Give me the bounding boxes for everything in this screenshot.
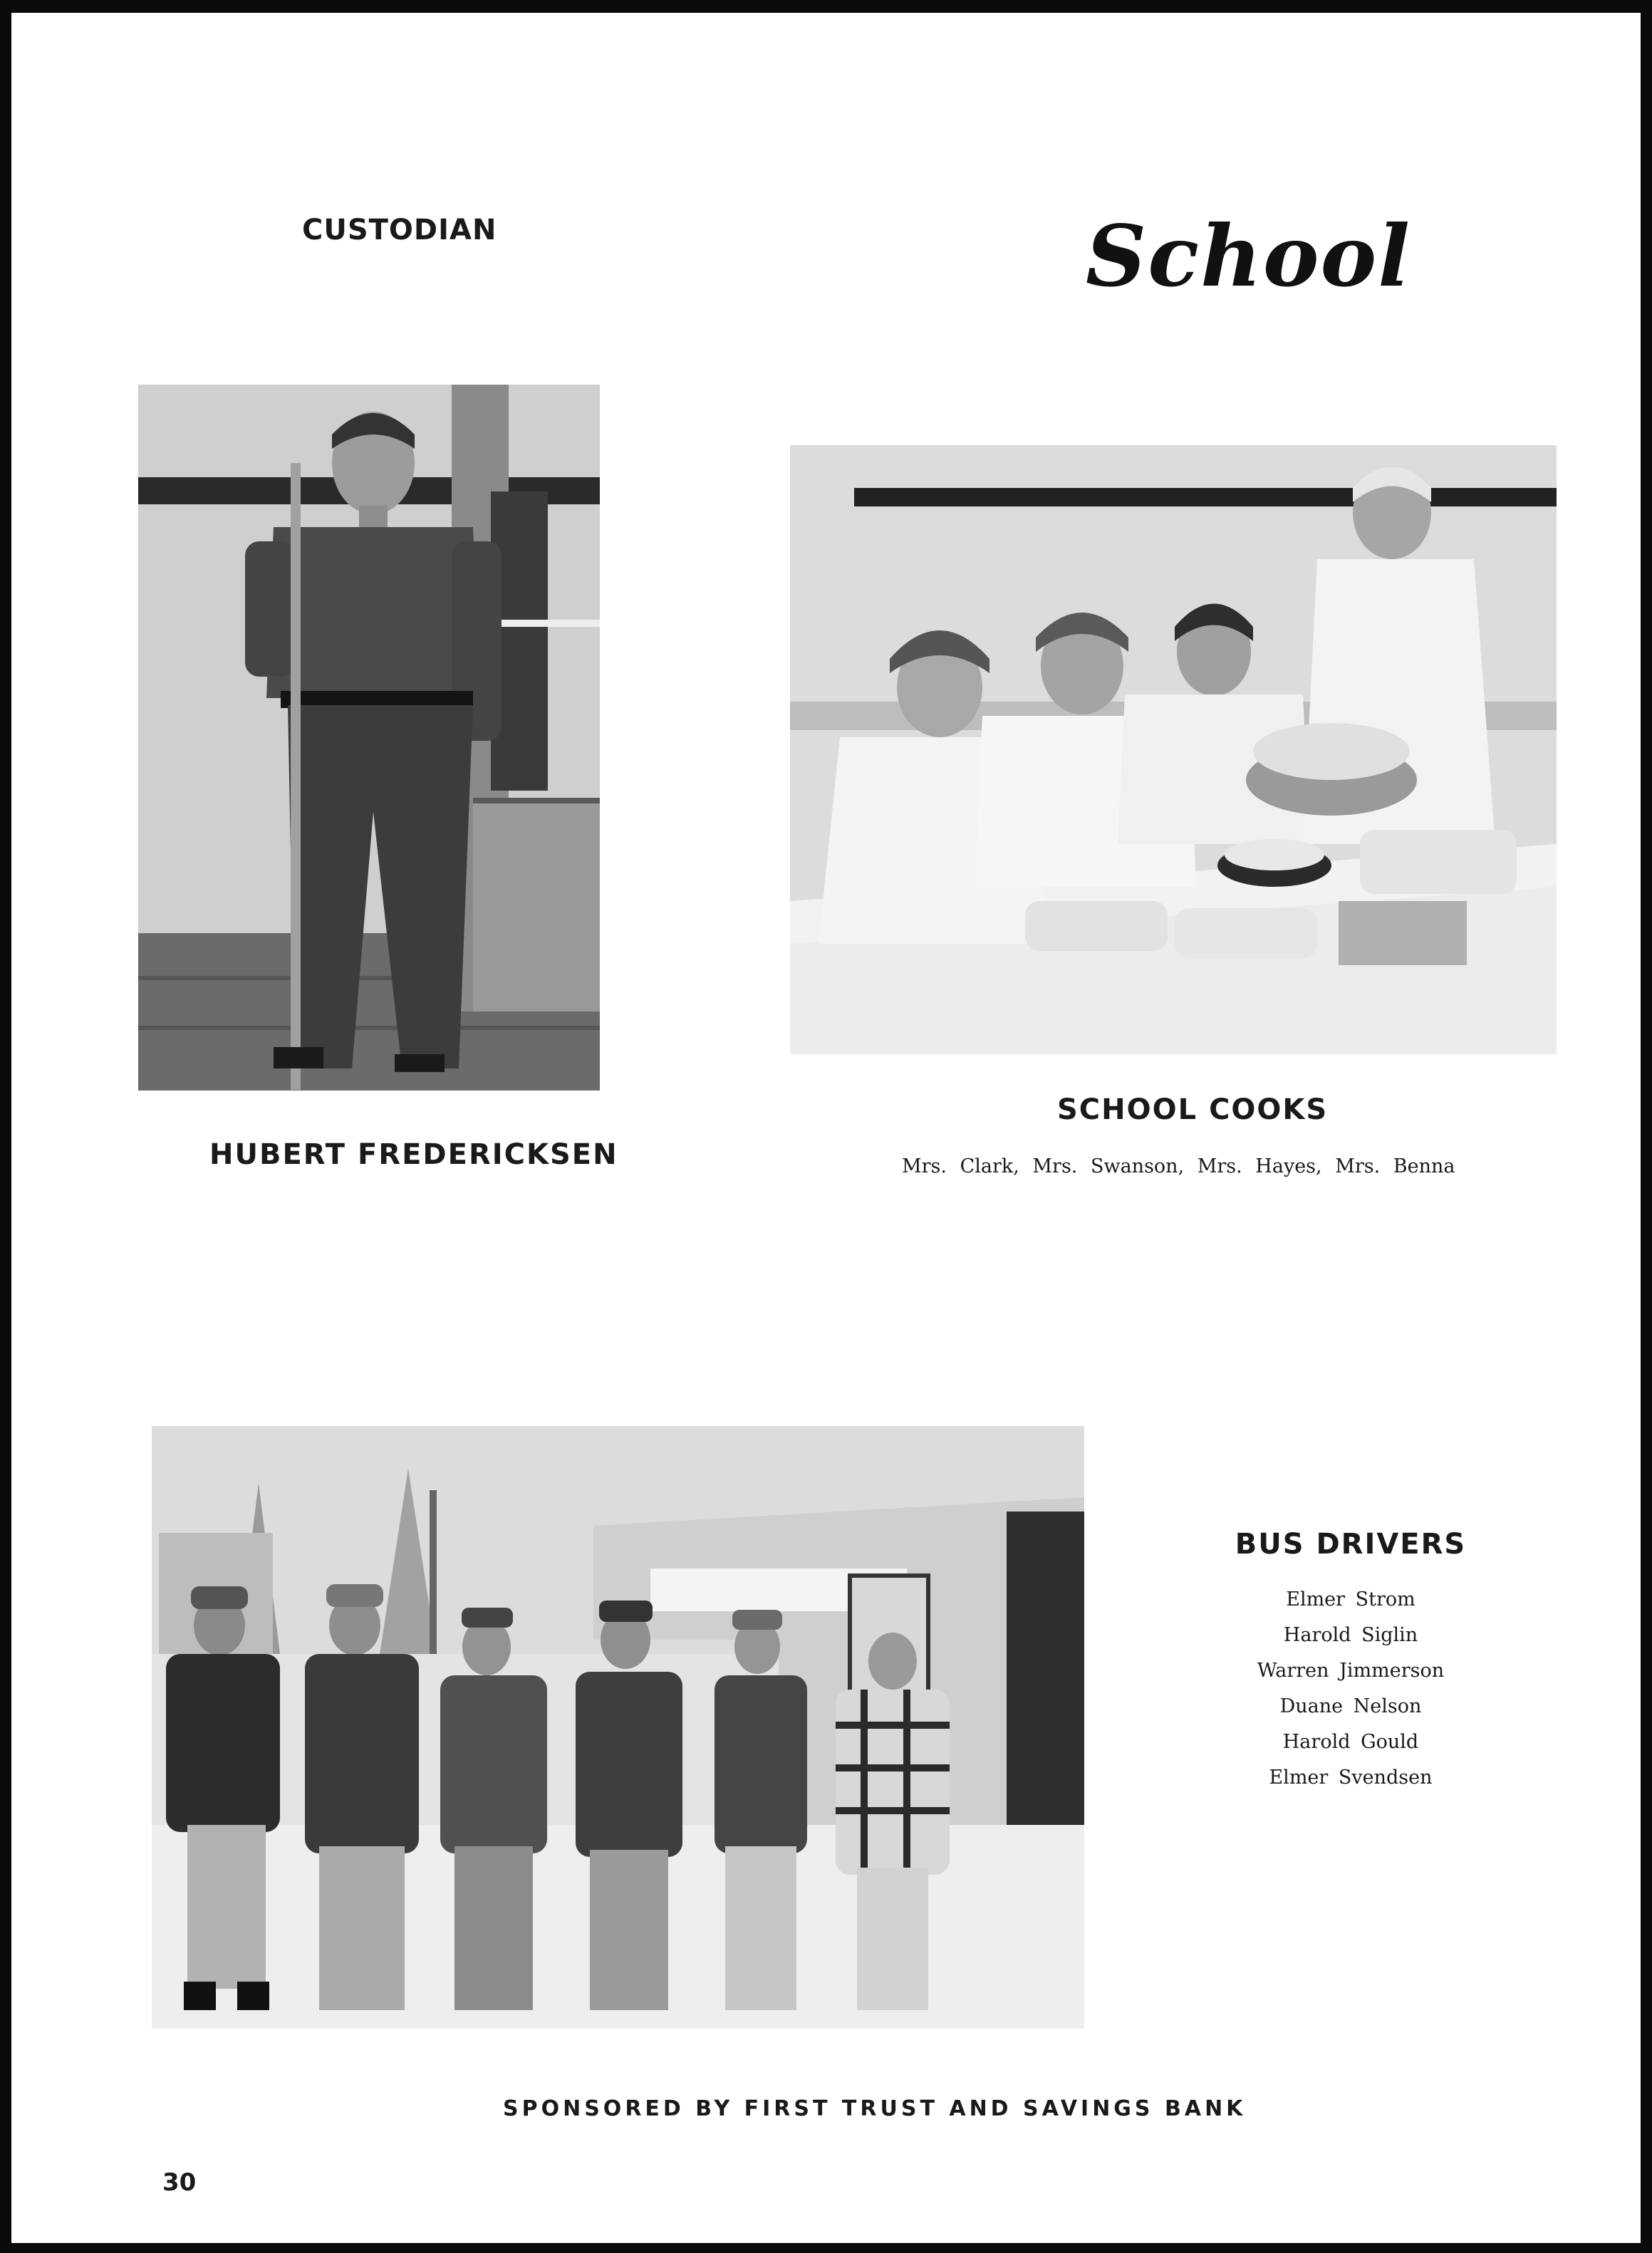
list-item: Elmer Svendsen (1269, 1767, 1433, 1789)
list-item: Warren Jimmerson (1257, 1660, 1445, 1682)
cooks-title: SCHOOL COOKS (1057, 1093, 1329, 1126)
list-item: Harold Gould (1282, 1731, 1419, 1753)
page-title: School (1086, 207, 1412, 306)
cooks-names: Mrs. Clark, Mrs. Swanson, Mrs. Hayes, Mrs. Benna (902, 1155, 1455, 1177)
bus-drivers-title: BUS DRIVERS (1235, 1528, 1467, 1561)
custodian-photo (138, 385, 600, 1091)
bus-drivers-list (1208, 1582, 1493, 1796)
custodian-name: HUBERT FREDERICKSEN (209, 1138, 618, 1171)
list-item: Harold Siglin (1283, 1624, 1418, 1646)
cooks-photo (790, 445, 1557, 1054)
sponsor-line: SPONSORED BY FIRST TRUST AND SAVINGS BANK (503, 2096, 1247, 2121)
list-item: Elmer Strom (1286, 1588, 1415, 1611)
page-number: 30 (162, 2168, 197, 2197)
bus-drivers-photo (152, 1426, 1084, 2029)
list-item: Duane Nelson (1279, 1695, 1422, 1717)
custodian-heading: CUSTODIAN (302, 214, 497, 246)
